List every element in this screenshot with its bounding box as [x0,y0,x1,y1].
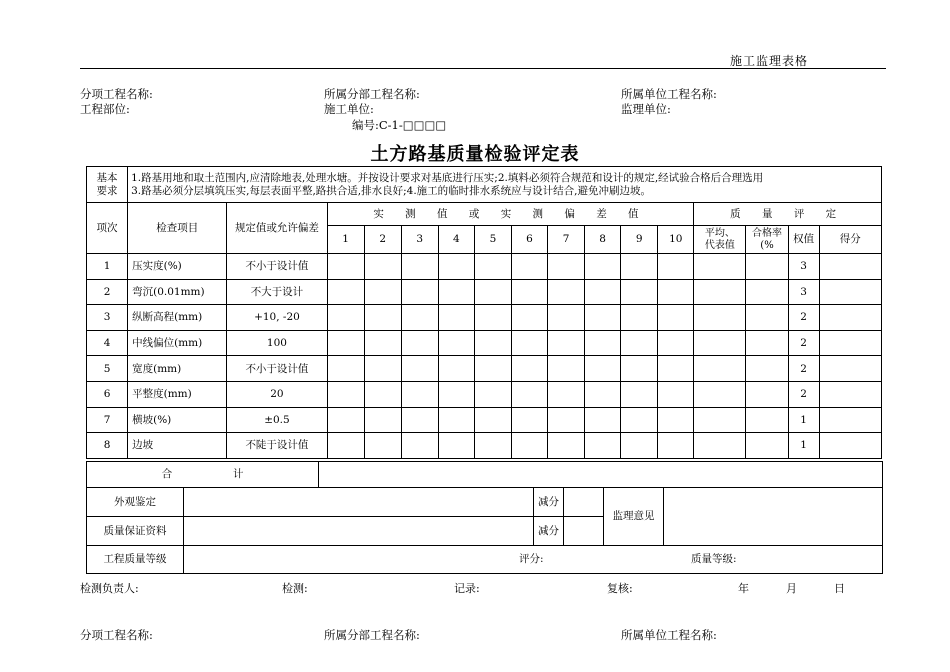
row-weight: 1 [788,433,819,459]
measure-cell[interactable] [438,381,474,407]
score-cell[interactable] [819,433,881,459]
grade-label: 工程质量等级 [87,546,184,574]
quality-level-label: 质量等级: [691,553,737,565]
total-label-b: 计 [232,468,244,481]
measure-cell[interactable] [658,381,694,407]
col-check-item: 检查项目 [128,203,227,254]
measure-cell[interactable] [438,254,474,280]
measure-cell[interactable] [364,305,401,331]
appearance-label: 外观鉴定 [87,488,184,517]
measure-cell[interactable] [658,433,694,459]
measure-cell[interactable] [658,254,694,280]
pass-rate-cell[interactable] [746,305,788,331]
measure-cell[interactable] [585,330,621,356]
measure-cell[interactable] [511,305,547,331]
table-row [87,356,882,382]
measure-cell[interactable] [585,433,621,459]
measure-cell[interactable] [364,254,401,280]
measure-cell[interactable] [327,433,364,459]
table-row [87,407,882,433]
measure-cell[interactable] [621,330,658,356]
measure-cell[interactable] [548,433,585,459]
row-spec: 不小于设计值 [227,356,327,382]
measure-cell[interactable] [585,356,621,382]
score-cell[interactable] [819,407,881,433]
measure-cell[interactable] [511,381,547,407]
row-weight: 2 [788,356,819,382]
row-spec: +10, -20 [227,305,327,331]
requirements-label-line1: 基本 [96,171,118,184]
average-cell[interactable] [694,279,746,305]
pass-rate-cell[interactable] [746,330,788,356]
col-item-no: 项次 [87,203,128,254]
measure-cell[interactable] [401,433,438,459]
col-weight: 权值 [788,226,819,254]
score-cell[interactable] [819,356,881,382]
measure-cell[interactable] [474,381,511,407]
measure-cell[interactable] [364,356,401,382]
measure-cell[interactable] [327,279,364,305]
total-table [86,461,883,488]
row-item: 纵断高程(mm) [128,305,227,331]
page-title: 土方路基质量检验评定表 [370,144,580,165]
measure-cell[interactable] [474,356,511,382]
measure-cell[interactable] [621,356,658,382]
col-assessment-group: 质 量 评 定 [694,203,882,226]
docs-deduct-label: 减分 [534,517,564,546]
measure-cell[interactable] [401,305,438,331]
row-weight: 2 [788,305,819,331]
col-average-line2: 代表值 [704,239,735,251]
col-pass-rate-line1: 合格率 [752,227,782,239]
form-code: 编号:C-1-□□□□ [352,118,447,132]
grade-value [184,546,883,574]
measure-cell[interactable] [548,381,585,407]
pass-rate-cell[interactable] [746,433,788,459]
table-row [87,279,882,305]
measure-cell[interactable] [401,356,438,382]
table-row [87,433,882,459]
measure-cell[interactable] [327,254,364,280]
row-item: 弯沉(0.01mm) [128,279,227,305]
row-item: 中线偏位(mm) [128,330,227,356]
inspection-table [86,166,882,459]
measure-cell[interactable] [511,356,547,382]
next-parent-division-label: 所属分部工程名称: [324,628,420,642]
measure-cell[interactable] [621,254,658,280]
measure-cell[interactable] [621,279,658,305]
measure-col: 10 [658,226,694,254]
measure-cell[interactable] [585,407,621,433]
measure-col: 2 [364,226,401,254]
total-label-a: 合 [161,468,173,481]
requirements-label-line2: 要求 [96,184,118,197]
measure-cell[interactable] [438,330,474,356]
col-average [694,226,746,254]
appearance-deduct-label: 减分 [534,488,564,517]
measure-cell[interactable] [621,407,658,433]
contractor-label: 施工单位: [324,102,374,116]
pass-rate-cell[interactable] [746,381,788,407]
measure-cell[interactable] [511,433,547,459]
measure-cell[interactable] [364,381,401,407]
measure-col: 6 [511,226,547,254]
measure-cell[interactable] [511,254,547,280]
measure-cell[interactable] [548,407,585,433]
measure-col: 9 [621,226,658,254]
measure-cell[interactable] [474,279,511,305]
table-row [87,254,882,280]
measure-cell[interactable] [585,305,621,331]
measure-cell[interactable] [474,407,511,433]
average-cell[interactable] [694,356,746,382]
docs-value [184,517,534,546]
measure-cell[interactable] [585,381,621,407]
row-item: 边坡 [128,433,227,459]
average-cell[interactable] [694,254,746,280]
measure-col: 4 [438,226,474,254]
docs-deduct-value [564,517,604,546]
row-spec: 不大于设计 [227,279,327,305]
measure-cell[interactable] [658,356,694,382]
row-item: 平整度(mm) [128,381,227,407]
measure-cell[interactable] [327,356,364,382]
row-weight: 3 [788,254,819,280]
measure-col: 3 [401,226,438,254]
requirements-line1: 1.路基用地和取土范围内,应清除地表,处理水塘。并按设计要求对基底进行压实;2.填料必须符合规范和设计的规定,经试验合格后合理选用 [131,171,764,184]
measure-cell[interactable] [327,330,364,356]
measure-cell[interactable] [548,254,585,280]
reviewer-label: 复核: [607,582,633,595]
measure-cell[interactable] [438,407,474,433]
next-parent-unit-label: 所属单位工程名称: [621,628,717,642]
pass-rate-cell[interactable] [746,279,788,305]
measure-cell[interactable] [364,330,401,356]
measure-cell[interactable] [474,330,511,356]
measure-cell[interactable] [658,279,694,305]
row-no: 1 [87,254,128,280]
row-weight: 2 [788,330,819,356]
measure-cell[interactable] [438,433,474,459]
col-pass-rate [746,226,788,254]
inspector-label: 检测: [282,582,308,595]
average-cell[interactable] [694,381,746,407]
row-weight: 1 [788,407,819,433]
table-row [87,305,882,331]
measure-col: 8 [585,226,621,254]
pass-rate-cell[interactable] [746,407,788,433]
row-spec: ±0.5 [227,407,327,433]
measure-cell[interactable] [658,407,694,433]
measure-cell[interactable] [438,356,474,382]
measure-cell[interactable] [474,433,511,459]
form-tag: 施工监理表格 [730,54,809,68]
row-no: 6 [87,381,128,407]
supervisor-opinion-label: 监理意见 [604,488,664,546]
pass-rate-cell[interactable] [746,254,788,280]
measure-cell[interactable] [621,433,658,459]
measure-cell[interactable] [327,381,364,407]
row-weight: 2 [788,381,819,407]
assessment-table [86,487,883,574]
header-rule [80,68,886,69]
col-average-line1: 平均、 [704,227,735,239]
sub-project-label: 分项工程名称: [80,87,153,101]
appearance-deduct-value [564,488,604,517]
row-item: 压实度(%) [128,254,227,280]
next-sub-project-label: 分项工程名称: [80,628,153,642]
measure-cell[interactable] [585,254,621,280]
table-row [87,330,882,356]
measure-col: 7 [548,226,585,254]
measure-cell[interactable] [364,433,401,459]
row-spec: 不陡于设计值 [227,433,327,459]
total-value [319,462,883,488]
average-cell[interactable] [694,330,746,356]
day-label: 日 [834,582,845,595]
measure-cell[interactable] [474,305,511,331]
col-score: 得分 [819,226,881,254]
score-cell[interactable] [819,330,881,356]
parent-division-label: 所属分部工程名称: [324,87,420,101]
measure-cell[interactable] [401,381,438,407]
row-spec: 100 [227,330,327,356]
measure-cell[interactable] [511,279,547,305]
row-item: 宽度(mm) [128,356,227,382]
measure-cell[interactable] [548,279,585,305]
row-no: 7 [87,407,128,433]
row-spec: 20 [227,381,327,407]
row-weight: 3 [788,279,819,305]
average-cell[interactable] [694,407,746,433]
measure-cell[interactable] [364,407,401,433]
measure-cell[interactable] [548,305,585,331]
measure-cell[interactable] [438,305,474,331]
score-label: 评分: [519,553,544,565]
pass-rate-cell[interactable] [746,356,788,382]
measure-cell[interactable] [658,305,694,331]
measure-col: 1 [327,226,364,254]
measure-cell[interactable] [511,407,547,433]
measure-cell[interactable] [401,254,438,280]
measure-cell[interactable] [621,305,658,331]
average-cell[interactable] [694,433,746,459]
year-label: 年 [738,582,749,595]
score-cell[interactable] [819,381,881,407]
recorder-label: 记录: [454,582,480,595]
docs-label: 质量保证资料 [87,517,184,546]
average-cell[interactable] [694,305,746,331]
total-label [87,462,319,488]
supervisor-label: 监理单位: [621,102,671,116]
measure-cell[interactable] [548,356,585,382]
parent-unit-label: 所属单位工程名称: [621,87,717,101]
col-spec: 规定值或允许偏差 [227,203,327,254]
appearance-value [184,488,534,517]
score-cell[interactable] [819,305,881,331]
score-cell[interactable] [819,279,881,305]
row-no: 4 [87,330,128,356]
supervisor-opinion-value [664,488,883,546]
measure-cell[interactable] [585,279,621,305]
inspector-lead-label: 检测负责人: [80,582,139,595]
measure-cell[interactable] [474,254,511,280]
requirements-text [128,167,882,203]
month-label: 月 [786,582,797,595]
requirements-line2: 3.路基必须分层填筑压实,每层表面平整,路拱合适,排水良好;4.施工的临时排水系统应与设计结合,避免冲刷边坡。 [131,184,652,197]
measure-cell[interactable] [658,330,694,356]
measure-col: 5 [474,226,511,254]
row-no: 8 [87,433,128,459]
score-cell[interactable] [819,254,881,280]
row-item: 横坡(%) [128,407,227,433]
measure-cell[interactable] [438,279,474,305]
row-spec: 不小于设计值 [227,254,327,280]
measure-cell[interactable] [327,305,364,331]
table-row [87,381,882,407]
measure-cell[interactable] [511,330,547,356]
location-label: 工程部位: [80,102,130,116]
measure-cell[interactable] [327,407,364,433]
measure-cell[interactable] [364,279,401,305]
row-no: 3 [87,305,128,331]
measure-cell[interactable] [401,407,438,433]
measure-cell[interactable] [401,330,438,356]
col-pass-rate-line2: (% [760,239,774,251]
measure-cell[interactable] [548,330,585,356]
measure-cell[interactable] [401,279,438,305]
requirements-label [87,167,128,203]
col-measured-group: 实 测 值 或 实 测 偏 差 值 [327,203,694,226]
measure-cell[interactable] [621,381,658,407]
row-no: 2 [87,279,128,305]
row-no: 5 [87,356,128,382]
